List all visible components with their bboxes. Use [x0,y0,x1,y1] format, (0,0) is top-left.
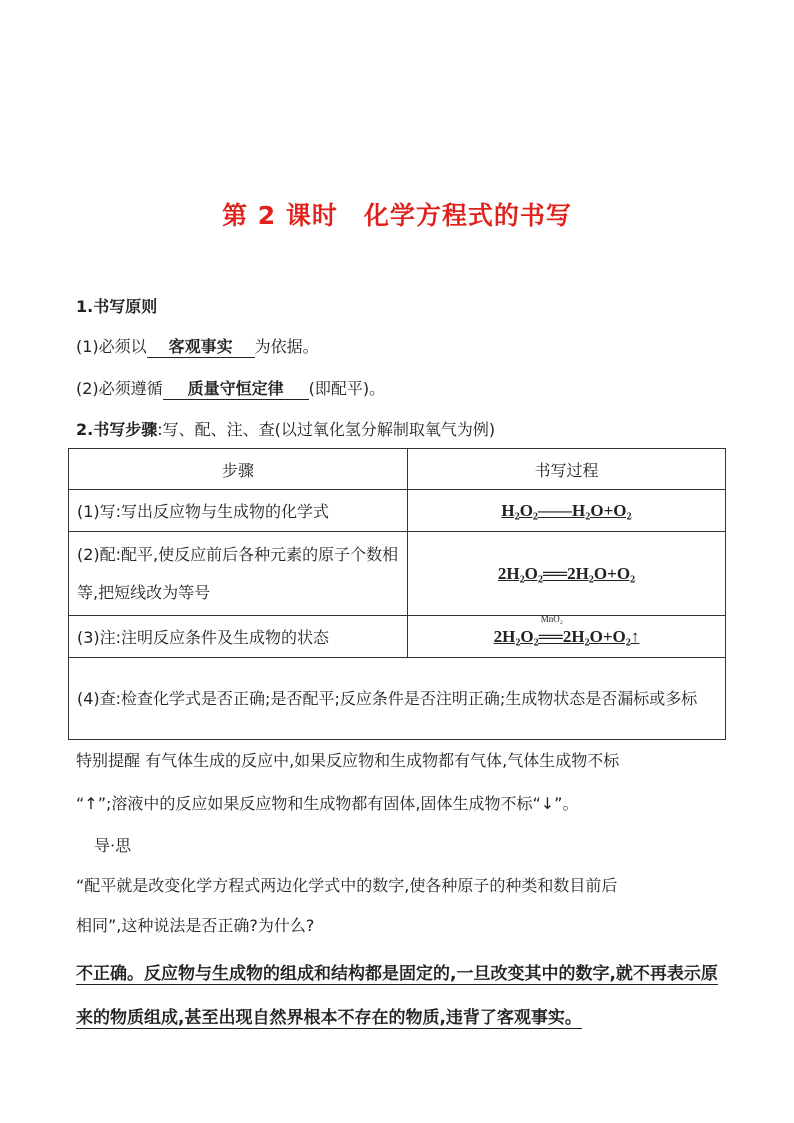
equation-3-right: 2H₂O+O₂↑ [562,626,640,646]
step-balance: (2)配:配平,使反应前后各种元素的原子个数相等,把短线改为等号 [69,532,408,616]
table-row [69,658,726,740]
equation-2-text: 2H₂O₂══2H₂O+O₂ [497,563,636,583]
step-check: (4)查:检查化学式是否正确;是否配平;反应条件是否注明正确;生成物状态是否漏标或多标 [69,658,726,740]
table-header-row [69,449,726,490]
equation-unbalanced [408,490,726,532]
equation-1-text: H₂O₂——H₂O+O₂ [501,500,632,520]
principle-1-prefix: (1)必须以 [76,337,147,356]
steps-table [68,448,726,740]
steps-heading: 2.书写步骤 [76,420,158,439]
table-row [69,616,726,658]
principle-1 [76,337,319,358]
catalyst-label: MnO₂ [540,613,563,624]
answer-text [76,952,726,1040]
column-header-step: 步骤 [69,449,408,490]
section-heading-principles: 1.书写原则 [76,297,158,316]
section-heading-steps [76,420,495,440]
steps-heading-rest: :写、配、注、查(以过氧化氢分解制取氧气为例) [157,420,496,439]
table-row [69,490,726,532]
reminder-line-1: 特别提醒 有气体生成的反应中,如果反应物和生成物都有气体,气体生成物不标 [76,751,620,770]
step-write: (1)写:写出反应物与生成物的化学式 [69,490,408,532]
condition-sign: MnO₂ ══ [538,613,563,646]
page-title: 第 2 课时 化学方程式的书写 [222,201,572,230]
principle-2 [76,379,385,400]
equation-balanced [408,532,726,616]
column-header-process: 书写过程 [408,449,726,490]
equation-3-left: 2H₂O₂ [493,626,539,646]
reminder-line-2: “↑”;溶液中的反应如果反应物和生成物都有固体,固体生成物不标“↓”。 [76,794,579,813]
think-label: 导·思 [94,836,132,855]
question-line-2: 相同”,这种说法是否正确?为什么? [76,916,315,935]
answer-content: 不正确。反应物与生成物的组成和结构都是固定的,一旦改变其中的数字,就不再表示原来的物质组成,甚至出现自然界根本不存在的物质,违背了客观事实。 [76,964,718,1028]
principle-1-answer: 客观事实 [147,337,255,358]
equation-annotated [408,613,726,658]
principle-1-suffix: 为依据。 [254,337,319,356]
principle-2-prefix: (2)必须遵循 [76,379,163,398]
principle-2-answer: 质量守恒定律 [163,379,309,400]
question-line-1: “配平就是改变化学方程式两边化学式中的数字,使各种原子的种类和数目前后 [76,876,618,895]
step-annotate: (3)注:注明反应条件及生成物的状态 [69,616,408,658]
principle-2-suffix: (即配平)。 [308,379,386,398]
table-row [69,532,726,616]
